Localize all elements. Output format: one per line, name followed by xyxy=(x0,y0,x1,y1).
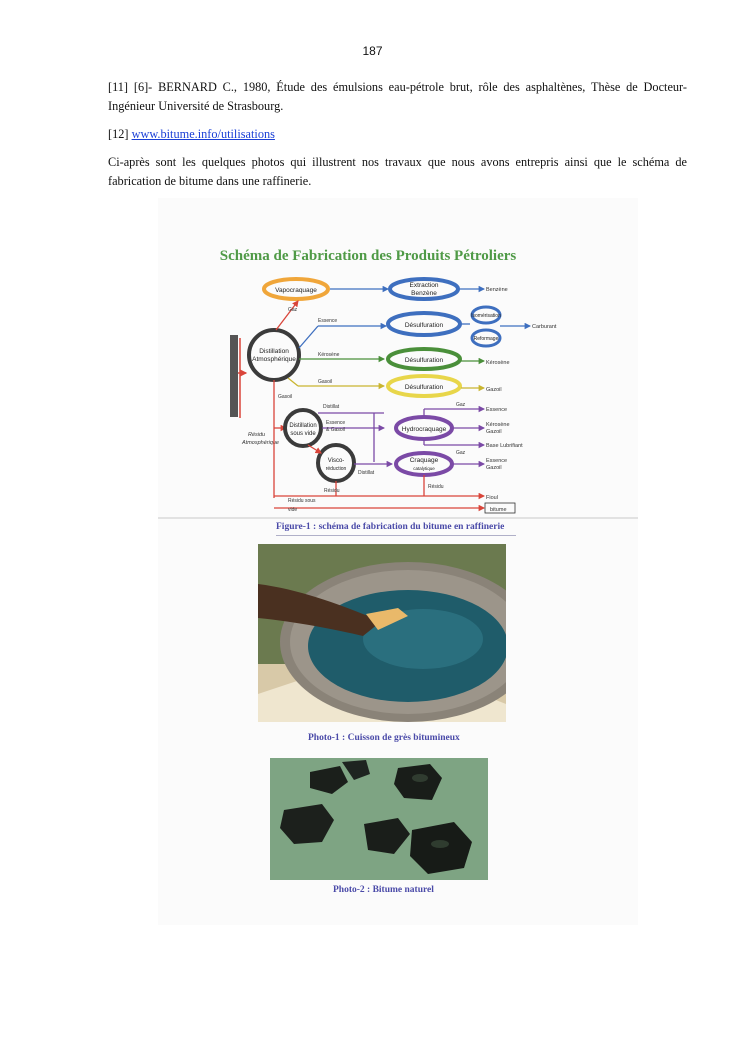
node-extraction-label-1: Extraction xyxy=(409,282,439,289)
node-distillation-vide-label-2: sous vide xyxy=(290,431,316,437)
reference-link[interactable]: www.bitume.info/utilisations xyxy=(131,127,275,141)
node-distillation-atm-label-1: Distillation xyxy=(259,348,289,355)
reference-12 xyxy=(108,125,687,144)
arrow-to-vapocraquage xyxy=(276,301,298,330)
label-essence-gasoil-2: & Gasoil xyxy=(326,427,345,433)
reference-text: [6]- BERNARD C., 1980, Étude des émulsions eau-pétrole brut, rôle des asphaltènes, Thèse de Docteur-Ingénieur Université de Strasbourg. xyxy=(108,80,687,113)
node-desulfuration-1-label: Désulfuration xyxy=(404,322,444,329)
label-residu-atm-1: Résidu xyxy=(248,432,266,438)
label-residu-vide-1: Résidu sous xyxy=(288,498,316,504)
output-fioul: Fioul xyxy=(486,495,498,501)
figure-1-caption: Figure-1 : schéma de fabrication du bitume en raffinerie xyxy=(276,522,505,532)
scanned-figures xyxy=(158,198,638,925)
label-kerosene: Kérosène xyxy=(318,352,340,358)
intro-paragraph: Ci-après sont les quelques photos qui illustrent nos travaux que nous avons entrepris ainsi que le schéma de fabrication de bitume dans une raffinerie. xyxy=(108,155,687,188)
photo-1 xyxy=(258,544,506,722)
node-extraction-label-2: Benzène xyxy=(411,290,437,297)
label-essence: Essence xyxy=(318,318,338,324)
output-carburant: Carburant xyxy=(532,324,557,330)
label-residu-1: Résidu xyxy=(324,488,340,494)
output-benzene: Benzène xyxy=(486,287,508,293)
output-kero-gazoil-2: Gazoil xyxy=(486,429,502,435)
node-craquage-label: Craquage xyxy=(409,457,439,464)
node-reformage-label: Reformage xyxy=(473,336,499,342)
node-vapocraquage-label: Vapocraquage xyxy=(275,287,317,294)
node-desulfuration-3-label: Désulfuration xyxy=(404,384,444,391)
diagram-title: Schéma de Fabrication des Produits Pétroliers xyxy=(219,248,517,264)
label-gasoil-1: Gasoil xyxy=(318,379,333,385)
output-kerosene: Kérosène xyxy=(486,360,510,366)
photo-2-image xyxy=(270,758,488,880)
label-gaz-1: Gaz xyxy=(288,307,298,313)
photo-1-image xyxy=(258,544,506,722)
refinery-diagram xyxy=(158,198,638,538)
reference-number: [11] xyxy=(108,80,129,94)
label-gasoil-2: Gasoil xyxy=(278,394,293,400)
node-hydrocraquage-label: Hydrocraquage xyxy=(401,426,447,433)
node-visco-label-2: réduction xyxy=(325,466,347,472)
label-residu-vide-2: vide xyxy=(288,507,298,513)
line-essence xyxy=(299,326,318,348)
reference-number: [12] xyxy=(108,127,129,141)
output-gazoil: Gazoil xyxy=(486,387,502,393)
label-distillat: Distillat xyxy=(323,404,340,410)
label-gaz-2: Gaz xyxy=(456,402,466,408)
arrow-to-visco xyxy=(308,445,321,453)
output-essence: Essence xyxy=(486,407,508,413)
node-isomerisation-label: Isomérisation xyxy=(471,313,501,319)
node-distillation-vide-label-1: Distillation xyxy=(289,423,317,429)
label-gaz-3: Gaz xyxy=(456,450,466,456)
node-visco-label-1: Visco- xyxy=(327,458,345,464)
label-residu-2: Résidu xyxy=(428,484,444,490)
output-base-lub: Base Lubrifiant xyxy=(486,443,523,449)
label-distillat-2: Distillat xyxy=(358,470,375,476)
label-residu-atm-2: Atmosphérique xyxy=(242,440,279,446)
photo-2 xyxy=(270,758,488,880)
label-essence-gasoil-1: Essence xyxy=(326,420,346,426)
page-number: 187 xyxy=(362,44,383,58)
line-gasoil xyxy=(288,378,298,386)
reference-11 xyxy=(108,78,687,116)
node-desulfuration-2-label: Désulfuration xyxy=(404,357,444,364)
output-bitume: bitume xyxy=(490,507,507,513)
output-kero-gazoil-1: Kérosène xyxy=(486,422,510,428)
crude-feed-bar xyxy=(230,335,238,417)
photo-2-caption: Photo-2 : Bitume naturel xyxy=(333,885,434,895)
node-distillation-atmospherique xyxy=(249,330,299,380)
output-essence-gazoil-1: Essence xyxy=(486,458,508,464)
node-distillation-atm-label-2: Atmosphérique xyxy=(252,356,296,363)
caption-underline xyxy=(276,535,516,536)
node-catalytique-label: catalytique xyxy=(413,466,435,471)
output-essence-gazoil-2: Gazoil xyxy=(486,465,502,471)
photo-1-caption: Photo-1 : Cuisson de grès bitumineux xyxy=(308,733,460,743)
